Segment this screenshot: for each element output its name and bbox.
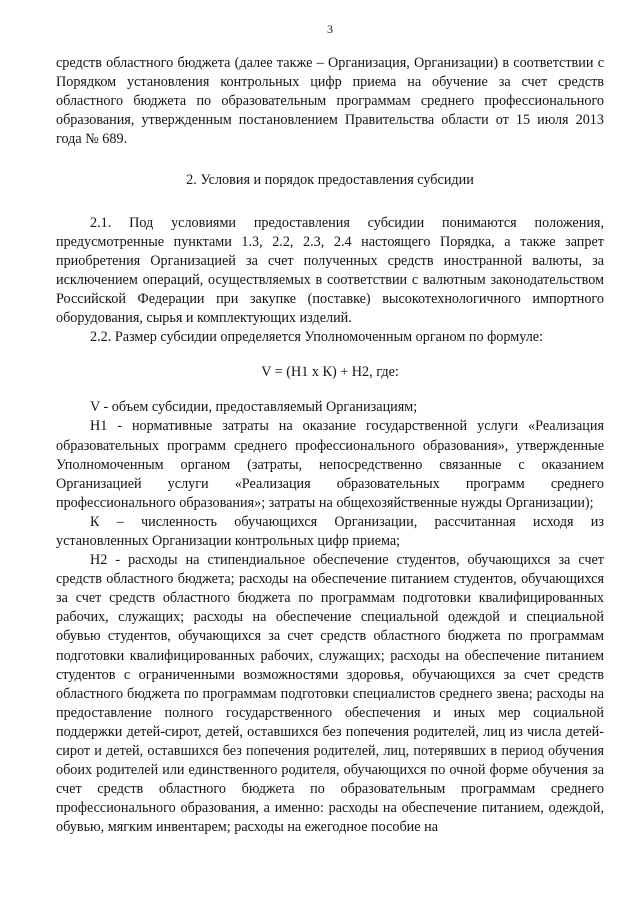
page-number: 3 <box>327 22 333 36</box>
definition-k: К – численность обучающихся Организации, рассчитанная исходя из установленных Организации контрольных цифр приема; <box>56 513 604 549</box>
paragraph-2-2: 2.2. Размер субсидии определяется Уполномоченным органом по формуле: <box>90 329 544 346</box>
definition-h2: Н2 - расходы на стипендиальное обеспечение студентов, обучающихся за счет средств областного бюджета; расходы на обеспечение питанием студентов, обучающихся за счет средств областного бюджета по программам подготовки квалифицированных рабочих, служащих; расходы на обеспечение специальной одеждой и специальной обувью студентов, обучающихся за счет средств областного бюджета по программам подготовки квалифицированных рабочих, служащих; расходы на обеспечение питанием студентов с ограниченными возможностями здоровья, обучающихся за счет средств областного бюджета по программам подготовки специалистов среднего звена; расходы на предоставление полного государственного обеспечения и иных мер социальной поддержки детей-сирот, детей, оставшихся без попечения родителей, лиц из числа детей-сирот и детей, оставшихся без попечения родителей, лиц, потерявших в период обучения обоих родителей или единственного родителя, обучающихся по очной форме обучения за счет средств областного бюджета по образовательным программам среднего профессионального образования, а именно: расходы на обеспечение питанием, одеждой, обувью, мягким инвентарем; расходы на ежегодное пособие на <box>56 552 604 836</box>
intro-paragraph: средств областного бюджета (далее также – Организация, Организации) в соответствии с Порядком установления контрольных цифр приема на обучение за счет средств областного бюджета по образовательным программам среднего профессионального образования, утвержденным постановлением Правительства области от 15 июля 2013 года № 689. <box>56 55 604 148</box>
paragraph-2-1: 2.1. Под условиями предоставления субсидии понимаются положения, предусмотренные пунктами 1.3, 2.2, 2.3, 2.4 настоящего Порядка, а также запрет приобретения Организацией за счет полученных средств иностранной валюты, за исключением операций, осуществляемых в соответствии с валютным законодательством Российской Федерации при закупке (поставке) высокотехнологичного импортного оборудования, сырья и комплектующих изделий. <box>56 214 604 327</box>
subsidy-formula: V = (Н1 х К) + Н2, где: <box>261 364 399 381</box>
definition-h1: Н1 - нормативные затраты на оказание государственной услуги «Реализация образовательных программ среднего профессионального образования», утвержденные Уполномоченным органом (затраты, непосредственно связанные с оказанием Организацией услуги «Реализация образовательных программ среднего профессионального образования»; затраты на общехозяйственные нужды Организации); <box>56 418 604 511</box>
section-heading: 2. Условия и порядок предоставления субсидии <box>186 172 474 189</box>
definition-v: V - объем субсидии, предоставляемый Организациям; <box>90 399 418 416</box>
